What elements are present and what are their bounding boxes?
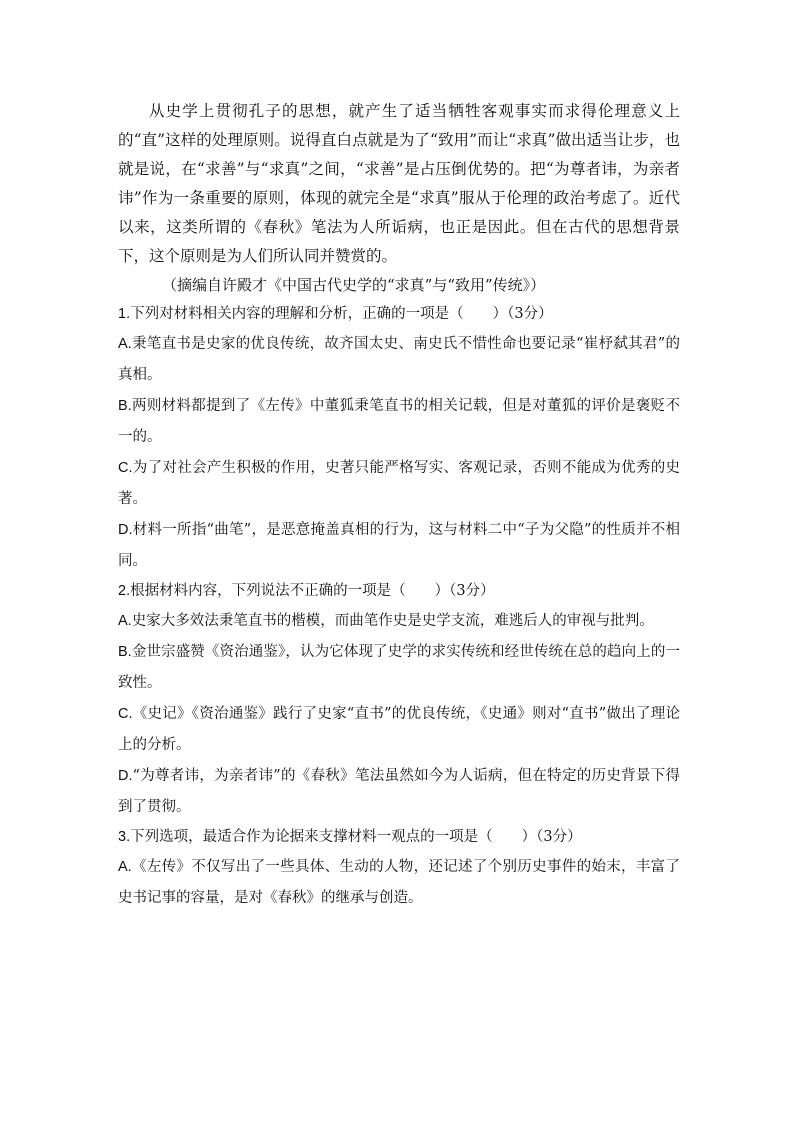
question-stem: [118, 823, 680, 852]
question-number: 1.: [118, 306, 131, 322]
option-b: [118, 391, 680, 453]
option-c: [118, 699, 680, 761]
question-stem-text: 根据材料内容，下列说法不正确的一项是（ ）（3分）: [130, 583, 495, 599]
option-text: 《左传》不仅写出了一些具体、生动的人物，还记述了个别历史事件的始末，丰富了史书记事的容量，是对《春秋》的继承与创造。: [118, 859, 680, 906]
option-text: 金世宗盛赞《资治通鉴》，认为它体现了史学的求实传统和经世传统在总的趋向上的一致性。: [118, 644, 680, 691]
option-a: [118, 329, 680, 391]
document-content: [118, 97, 680, 914]
option-text: 为了对社会产生积极的作用，史著只能严格写实、客观记录，否则不能成为优秀的史著。: [118, 460, 680, 507]
option-letter: A.: [118, 336, 132, 352]
option-letter: B.: [118, 398, 132, 414]
passage-source-citation: （摘编自许殿才《中国古代史学的“求真”与“致用”传统》）: [162, 276, 546, 294]
option-text: 《史记》《资治通鉴》践行了史家“直书”的优良传统，《史通》则对“直书”做出了理论上的分析。: [118, 706, 680, 753]
option-letter: C.: [118, 460, 133, 476]
option-letter: B.: [118, 644, 132, 660]
question-stem-text: 下列选项，最适合作为论据来支撑材料一观点的一项是（ ）（3分）: [130, 829, 582, 845]
question-2: [118, 577, 680, 823]
option-d: [118, 761, 680, 823]
question-stem: [118, 300, 680, 329]
question-number: 2.: [118, 583, 131, 599]
question-stem: [118, 577, 680, 606]
option-text: 两则材料都提到了《左传》中董狐秉笔直书的相关记载，但是对董狐的评价是褒贬不一的。: [118, 398, 680, 445]
option-text: 秉笔直书是史家的优良传统，故齐国太史、南史氏不惜性命也要记录“崔杼弑其君”的真相。: [118, 336, 680, 383]
question-stem-text: 下列对材料相关内容的理解和分析，正确的一项是（ ）（3分）: [130, 306, 553, 322]
option-letter: A.: [118, 613, 132, 629]
option-a: [118, 606, 680, 637]
option-text: 史家大多效法秉笔直书的楷模，而曲笔作史是史学支流，难逃后人的审视与批判。: [131, 613, 654, 629]
option-b: [118, 637, 680, 699]
option-c: [118, 453, 680, 515]
question-1: [118, 300, 680, 577]
question-3: [118, 823, 680, 914]
option-text: 材料一所指“曲笔”，是恶意掩盖真相的行为，这与材料二中“子为父隐”的性质并不相同。: [118, 522, 680, 569]
question-number: 3.: [118, 829, 131, 845]
option-letter: A.: [118, 859, 132, 875]
option-letter: C.: [118, 706, 133, 722]
option-text: “为尊者讳，为亲者讳”的《春秋》笔法虽然如今为人诟病，但在特定的历史背景下得到了贯彻。: [118, 768, 680, 815]
option-letter: D.: [118, 768, 133, 784]
passage-paragraph: 从史学上贯彻孔子的思想，就产生了适当牺牲客观事实而求得伦理意义上的“直”这样的处理原则。说得直白点就是为了“致用”而让“求真”做出适当让步，也就是说，在“求善”与“求真”之间，“求善”是占压倒优势的。把“为尊者讳，为亲者讳”作为一条重要的原则，体现的就完全是“求真”服从于伦理的政治考虑了。近代以来，这类所谓的《春秋》笔法为人所诟病，也正是因此。但在古代的思想背景下，这个原则是为人们所认同并赞赏的。: [118, 102, 680, 265]
option-letter: D.: [118, 522, 133, 538]
option-d: [118, 515, 680, 577]
option-a: [118, 852, 680, 914]
